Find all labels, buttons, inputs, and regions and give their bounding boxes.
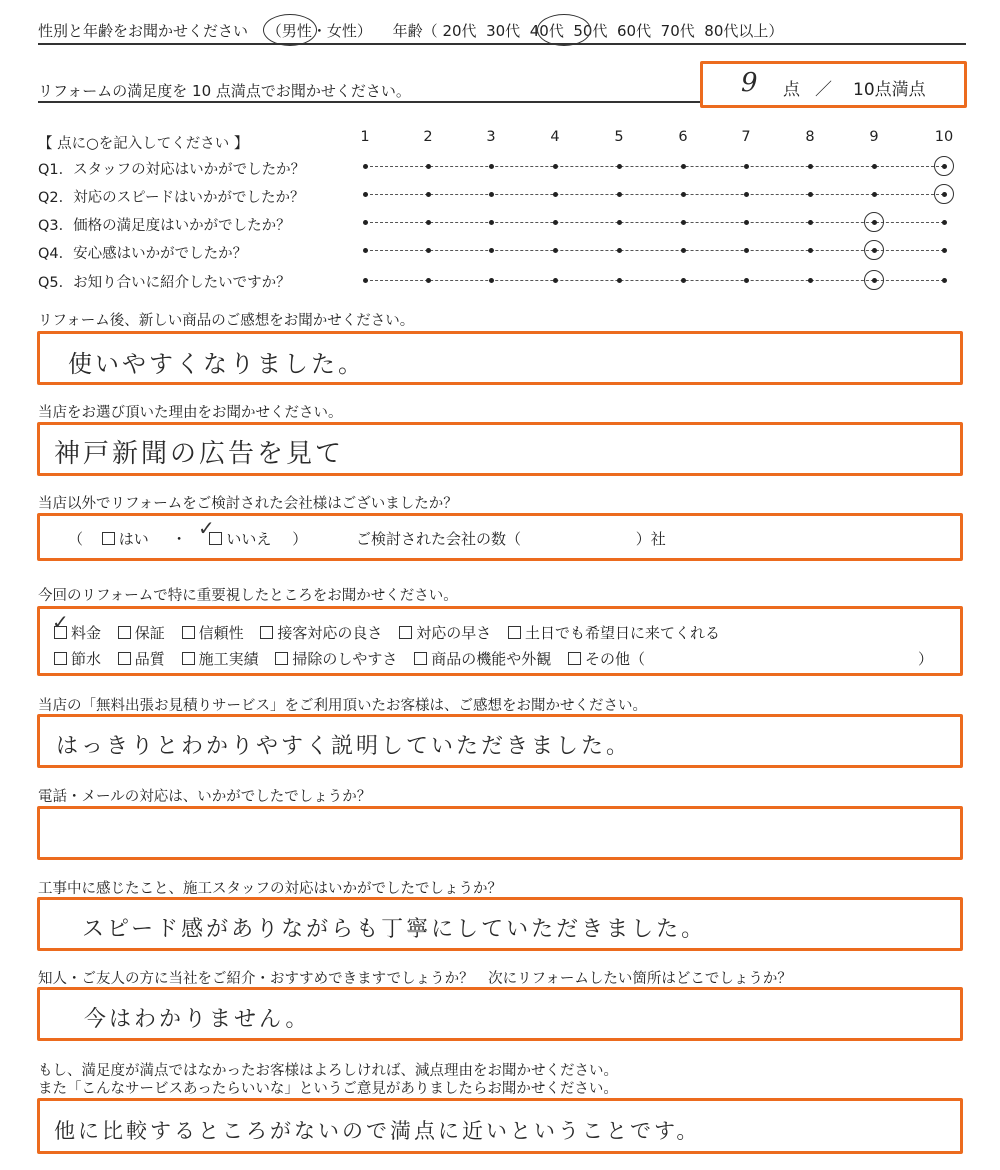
q1-label: Q1．スタッフの対応はいかがでしたか？ bbox=[38, 162, 306, 178]
scale-point-q3-4[interactable] bbox=[553, 220, 558, 225]
age-40: 40代 bbox=[529, 22, 564, 40]
checkbox[interactable] bbox=[260, 626, 273, 639]
yes-checkbox[interactable] bbox=[102, 532, 115, 545]
important-item bbox=[118, 624, 165, 642]
scale-point-q1-2[interactable] bbox=[426, 164, 431, 169]
phone-answer-box[interactable] bbox=[37, 806, 963, 860]
age-70: 70代 bbox=[660, 22, 695, 40]
header-underline bbox=[38, 43, 966, 45]
item-label: 信頼性 bbox=[198, 624, 244, 642]
construction-question: 工事中に感じたこと、施工スタッフの対応はいかがでしたでしょうか？ bbox=[38, 881, 502, 897]
important-item bbox=[118, 650, 165, 668]
scale-point-q3-5[interactable] bbox=[617, 220, 622, 225]
scale-point-q3-3[interactable] bbox=[489, 220, 494, 225]
scale-point-q2-6[interactable] bbox=[681, 192, 686, 197]
age-20: 20代 bbox=[442, 22, 477, 40]
item-label: 節水 bbox=[71, 650, 102, 668]
paren-open: （ bbox=[266, 22, 282, 40]
age-40-circle-mark bbox=[537, 14, 591, 46]
scale-point-q5-3[interactable] bbox=[489, 278, 494, 283]
scale-line-q3 bbox=[365, 222, 944, 224]
scale-point-q5-7[interactable] bbox=[744, 278, 749, 283]
reason-answer-box[interactable] bbox=[37, 422, 963, 476]
q5-label: Q5．お知り合いに紹介したいですか？ bbox=[38, 275, 291, 291]
item-label: 掃除のしやすさ bbox=[292, 650, 398, 668]
age-label: 年齢（ bbox=[392, 22, 438, 40]
scale-point-q4-1[interactable] bbox=[363, 248, 368, 253]
scale-point-q2-1[interactable] bbox=[363, 192, 368, 197]
separator: ・ bbox=[311, 22, 327, 40]
deduction-answer: 他に比較するところがないので満点に近いということです。 bbox=[54, 1119, 701, 1143]
checkbox[interactable] bbox=[118, 652, 131, 665]
paren-open: （ bbox=[68, 530, 84, 548]
scale-point-q3-7[interactable] bbox=[744, 220, 749, 225]
scale-line-q1 bbox=[365, 166, 944, 168]
important-item bbox=[182, 624, 244, 642]
company-count-label: ご検討された会社の数（ bbox=[355, 530, 521, 548]
gender-age-row bbox=[38, 20, 783, 41]
item-label: 土日でも希望日に来てくれる bbox=[524, 624, 720, 642]
scale-number-2: 2 bbox=[423, 129, 433, 145]
scale-point-q4-2[interactable] bbox=[426, 248, 431, 253]
scale-point-q3-10[interactable] bbox=[942, 220, 947, 225]
age-60: 60代 bbox=[617, 22, 652, 40]
fee-checkmark-icon: ✓ bbox=[52, 610, 69, 634]
score-box[interactable] bbox=[700, 61, 967, 108]
scale-point-q4-7[interactable] bbox=[744, 248, 749, 253]
scale-number-8: 8 bbox=[805, 129, 815, 145]
estimate-answer: はっきりとわかりやすく説明していただきました。 bbox=[56, 734, 632, 759]
scale-point-q1-8[interactable] bbox=[808, 164, 813, 169]
scale-point-q4-4[interactable] bbox=[553, 248, 558, 253]
scale-point-q1-9[interactable] bbox=[872, 164, 877, 169]
female-option: 女性 bbox=[326, 22, 357, 40]
scale-line-q4 bbox=[365, 250, 944, 252]
important-item bbox=[399, 624, 491, 642]
construction-answer: スピード感がありながらも丁寧にしていただきました。 bbox=[82, 917, 707, 942]
referral-question: 知人・ご友人の方に当社をご紹介・おすすめできますでしょうか？ 次にリフォームしたい箇所はどこでしょうか？ bbox=[38, 971, 792, 987]
scale-point-q5-2[interactable] bbox=[426, 278, 431, 283]
scale-point-q2-9[interactable] bbox=[872, 192, 877, 197]
other-answer-row bbox=[68, 528, 666, 549]
reason-question: 当店をお選び頂いた理由をお聞かせください。 bbox=[38, 405, 343, 421]
yes-label: はい bbox=[118, 530, 149, 548]
referral-answer-box[interactable] bbox=[37, 987, 963, 1041]
deduction-question-2: また「こんなサービスあったらいいな」というご意見がありましたらお聞かせください。 bbox=[38, 1081, 618, 1097]
score-unit: 点 bbox=[783, 80, 800, 100]
important-item bbox=[182, 650, 259, 668]
checkbox[interactable] bbox=[118, 626, 131, 639]
checkbox[interactable] bbox=[275, 652, 288, 665]
checkbox[interactable] bbox=[54, 652, 67, 665]
important-question: 今回のリフォームで特に重要視したところをお聞かせください。 bbox=[38, 588, 458, 604]
scale-point-q5-5[interactable] bbox=[617, 278, 622, 283]
age-80: 80代以上） bbox=[704, 22, 784, 40]
other-label: その他（ bbox=[584, 650, 645, 668]
scale-line-q2 bbox=[365, 194, 944, 196]
score-value: 9 bbox=[741, 68, 761, 98]
scale-number-9: 9 bbox=[869, 129, 879, 145]
satisfaction-underline bbox=[38, 101, 700, 103]
construction-answer-box[interactable] bbox=[37, 897, 963, 951]
important-item bbox=[275, 650, 397, 668]
company-count-suffix: ）社 bbox=[635, 530, 666, 548]
other-question: 当店以外でリフォームをご検討された会社様はございましたか？ bbox=[38, 496, 458, 512]
answer-circle-q1 bbox=[934, 156, 954, 176]
scale-point-q1-1[interactable] bbox=[363, 164, 368, 169]
scale-point-q3-2[interactable] bbox=[426, 220, 431, 225]
age-30: 30代 bbox=[486, 22, 521, 40]
item-label: 商品の機能や外観 bbox=[431, 650, 552, 668]
fee-label: 料金 bbox=[71, 624, 102, 642]
scale-number-3: 3 bbox=[486, 129, 496, 145]
scale-point-q2-2[interactable] bbox=[426, 192, 431, 197]
answer-circle-q2 bbox=[934, 184, 954, 204]
item-label: 接客対応の良さ bbox=[277, 624, 383, 642]
scale-point-q1-6[interactable] bbox=[681, 164, 686, 169]
referral-answer: 今はわかりません。 bbox=[84, 1007, 311, 1032]
estimate-question: 当店の「無料出張お見積りサービス」をご利用頂いたお客様は、ご感想をお聞かせください。 bbox=[38, 698, 647, 714]
score-slash: ／ bbox=[815, 80, 832, 100]
deduction-answer-box[interactable] bbox=[37, 1098, 963, 1154]
important-close-paren: ） bbox=[918, 650, 934, 668]
item-label: 品質 bbox=[134, 650, 165, 668]
satisfaction-question: リフォームの満足度を 10 点満点でお聞かせください。 bbox=[38, 82, 411, 100]
scale-point-q1-3[interactable] bbox=[489, 164, 494, 169]
impression-answer-box[interactable] bbox=[37, 331, 963, 385]
paren-close: ） bbox=[292, 530, 308, 548]
phone-question: 電話・メールの対応は、いかがでしたでしょうか？ bbox=[38, 789, 372, 805]
item-label: 保証 bbox=[134, 624, 165, 642]
scale-point-q4-3[interactable] bbox=[489, 248, 494, 253]
answer-circle-q4 bbox=[864, 240, 884, 260]
scale-point-q1-5[interactable] bbox=[617, 164, 622, 169]
checkbox[interactable] bbox=[399, 626, 412, 639]
scale-number-1: 1 bbox=[360, 129, 370, 145]
scale-point-q5-10[interactable] bbox=[942, 278, 947, 283]
scale-point-q5-6[interactable] bbox=[681, 278, 686, 283]
impression-answer: 使いやすくなりました。 bbox=[68, 350, 365, 378]
scale-line-q5 bbox=[365, 280, 944, 282]
checkbox[interactable] bbox=[182, 626, 195, 639]
male-option: 男性 bbox=[281, 22, 312, 40]
impression-question: リフォーム後、新しい商品のご感想をお聞かせください。 bbox=[38, 313, 415, 329]
item-label: 施工実績 bbox=[198, 650, 259, 668]
scale-point-q3-1[interactable] bbox=[363, 220, 368, 225]
scale-point-q2-7[interactable] bbox=[744, 192, 749, 197]
scale-number-4: 4 bbox=[550, 129, 560, 145]
answer-circle-q3 bbox=[864, 212, 884, 232]
scale-point-q4-6[interactable] bbox=[681, 248, 686, 253]
scale-point-q1-4[interactable] bbox=[553, 164, 558, 169]
answer-circle-q5 bbox=[864, 270, 884, 290]
item-label: 対応の早さ bbox=[416, 624, 492, 642]
important-row-1 bbox=[54, 622, 720, 643]
separator: ・ bbox=[171, 530, 187, 548]
important-item bbox=[568, 650, 645, 668]
scale-point-q1-7[interactable] bbox=[744, 164, 749, 169]
other-checkbox[interactable] bbox=[568, 652, 581, 665]
scale-number-10: 10 bbox=[934, 129, 954, 145]
important-item bbox=[54, 650, 101, 668]
q4-label: Q4．安心感はいかがでしたか？ bbox=[38, 246, 248, 262]
scale-point-q4-5[interactable] bbox=[617, 248, 622, 253]
important-item bbox=[260, 624, 382, 642]
checkbox[interactable] bbox=[182, 652, 195, 665]
scale-point-q4-8[interactable] bbox=[808, 248, 813, 253]
checkbox[interactable] bbox=[414, 652, 427, 665]
scale-point-q3-8[interactable] bbox=[808, 220, 813, 225]
scale-point-q2-4[interactable] bbox=[553, 192, 558, 197]
scale-point-q2-8[interactable] bbox=[808, 192, 813, 197]
no-checkmark-icon: ✓ bbox=[198, 516, 215, 540]
scale-point-q4-10[interactable] bbox=[942, 248, 947, 253]
reason-answer: 神戸新聞の広告を見て bbox=[54, 439, 345, 469]
scale-point-q3-6[interactable] bbox=[681, 220, 686, 225]
no-label: いいえ bbox=[226, 530, 272, 548]
gender-age-question: 性別と年齢をお聞かせください bbox=[38, 22, 249, 40]
scale-point-q5-4[interactable] bbox=[553, 278, 558, 283]
score-max: 10点満点 bbox=[853, 80, 926, 100]
paren-close: ） bbox=[356, 22, 372, 40]
deduction-question-1: もし、満足度が満点ではなかったお客様はよろしければ、減点理由をお聞かせください。 bbox=[38, 1063, 618, 1079]
scale-point-q2-3[interactable] bbox=[489, 192, 494, 197]
checkbox[interactable] bbox=[508, 626, 521, 639]
scale-point-q5-8[interactable] bbox=[808, 278, 813, 283]
important-item bbox=[414, 650, 551, 668]
q2-label: Q2．対応のスピードはいかがでしたか？ bbox=[38, 190, 305, 206]
scale-point-q5-1[interactable] bbox=[363, 278, 368, 283]
male-circle-mark bbox=[263, 14, 317, 46]
age-50: 50代 bbox=[573, 22, 608, 40]
important-item bbox=[508, 624, 720, 642]
scale-point-q2-5[interactable] bbox=[617, 192, 622, 197]
important-row-2 bbox=[54, 648, 934, 669]
scale-number-6: 6 bbox=[678, 129, 688, 145]
scale-number-5: 5 bbox=[614, 129, 624, 145]
q3-label: Q3．価格の満足度はいかがでしたか？ bbox=[38, 218, 291, 234]
rating-instruction: 【 点に○を記入してください 】 bbox=[38, 136, 249, 152]
scale-number-7: 7 bbox=[741, 129, 751, 145]
estimate-answer-box[interactable] bbox=[37, 714, 963, 768]
